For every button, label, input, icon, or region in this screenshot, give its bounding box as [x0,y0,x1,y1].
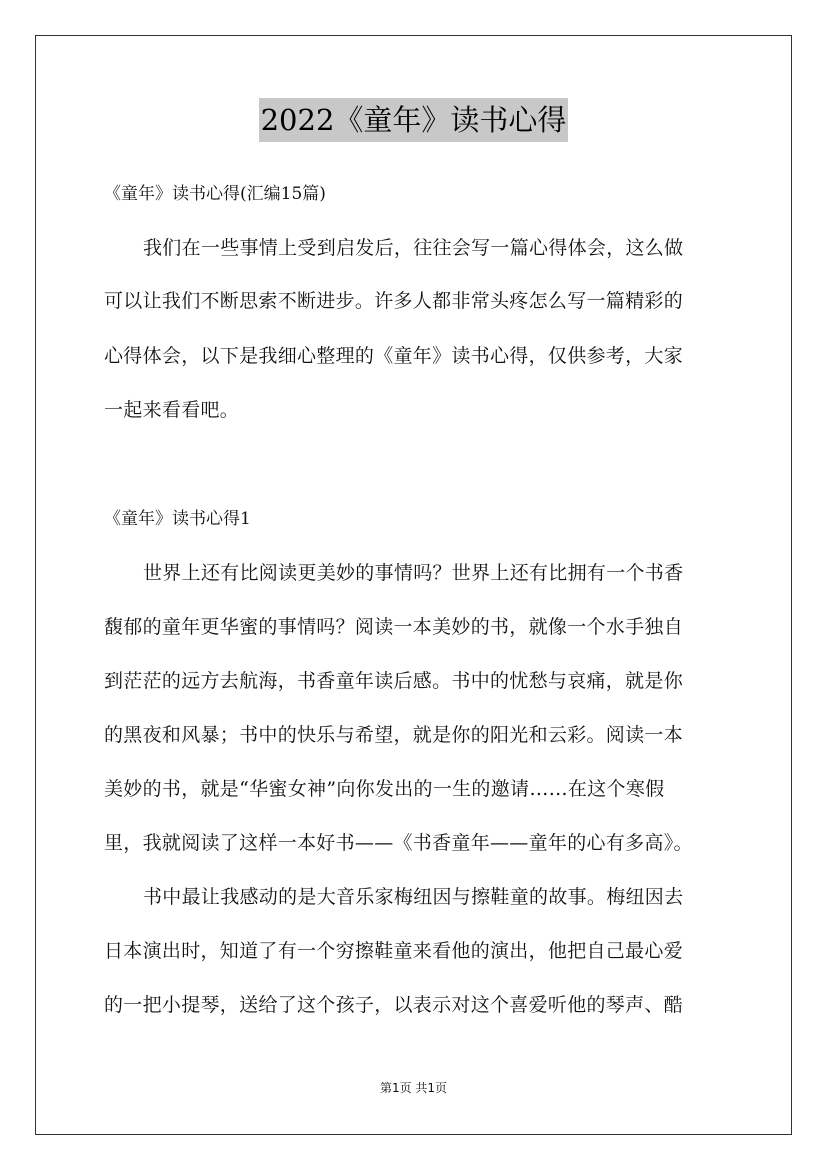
intro-line-3: 心得体会，以下是我细心整理的《童年》读书心得，仅供参考，大家 [104,345,684,367]
document-subtitle: 《童年》读书心得(汇编15篇) [104,184,326,204]
para2-line-2: 日本演出时，知道了有一个穷擦鞋童来看他的演出，他把自己最心爱 [104,940,684,962]
intro-line-4: 一起来看看吧。 [104,399,240,421]
intro-line-1: 我们在一些事情上受到启发后，往往会写一篇心得体会，这么做 [143,237,684,259]
section-heading: 《童年》读书心得1 [104,509,251,529]
para1-line-3: 到茫茫的远方去航海，书香童年读后感。书中的忧愁与哀痛，就是你 [104,670,684,692]
para1-line-6: 里，我就阅读了这样一本好书——《书香童年——童年的心有多高》。 [104,832,693,854]
para1-line-2: 馥郁的童年更华蜜的事情吗？阅读一本美妙的书，就像一个水手独自 [104,616,684,638]
title-container [0,98,827,142]
page-footer: 第1页 共1页 [379,1081,448,1095]
para1-line-5: 美妙的书，就是“华蜜女神”向你发出的一生的邀请……在这个寒假 [104,778,665,800]
para1-line-1: 世界上还有比阅读更美妙的事情吗？世界上还有比拥有一个书香 [143,562,684,584]
intro-line-2: 可以让我们不断思索不断进步。许多人都非常头疼怎么写一篇精彩的 [104,290,684,312]
para1-line-4: 的黑夜和风暴；书中的快乐与希望，就是你的阳光和云彩。阅读一本 [104,724,684,746]
para2-line-3: 的一把小提琴，送给了这个孩子，以表示对这个喜爱听他的琴声、酷 [104,994,684,1016]
para2-line-1: 书中最让我感动的是大音乐家梅纽因与擦鞋童的故事。梅纽因去 [143,886,684,908]
document-title: 2022《童年》读书心得 [259,98,569,142]
